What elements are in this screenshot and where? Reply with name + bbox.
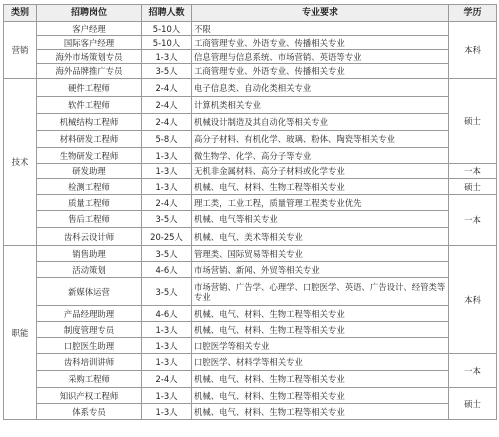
position-cell: 活动策划 <box>37 262 142 278</box>
education-cell: 硕士 <box>449 79 497 164</box>
major-cell: 电子信息类、自动化类相关专业 <box>192 79 449 97</box>
education-cell: 硕士 <box>449 388 497 420</box>
position-cell: 软件工程师 <box>37 97 142 114</box>
table-row <box>4 131 497 148</box>
table-row <box>4 114 497 131</box>
count-cell: 4-6人 <box>142 306 192 322</box>
table-row <box>4 404 497 420</box>
position-cell: 研发助理 <box>37 164 142 179</box>
position-cell: 售后工程师 <box>37 211 142 228</box>
major-cell: 机械设计制造及其自动化等相关专业 <box>192 114 449 131</box>
count-cell: 20-25人 <box>142 228 192 246</box>
table-row <box>4 164 497 179</box>
count-cell: 3-5人 <box>142 211 192 228</box>
major-cell: 机械、电气、材料、生物工程等相关专业 <box>192 404 449 420</box>
major-cell: 机械、电气、材料、生物工程等相关专业 <box>192 179 449 195</box>
major-cell: 无机非金属材料、高分子材料或化学专业 <box>192 164 449 179</box>
position-cell: 制度管理专员 <box>37 322 142 338</box>
education-cell: 硕士 <box>449 179 497 195</box>
position-cell: 齿科培训讲师 <box>37 354 142 371</box>
category-cell: 营销 <box>4 22 37 79</box>
major-cell: 计算机类相关专业 <box>192 97 449 114</box>
count-cell: 5-8人 <box>142 131 192 148</box>
count-cell: 4-6人 <box>142 262 192 278</box>
table-row <box>4 246 497 262</box>
table-row <box>4 79 497 97</box>
position-cell: 材料研发工程师 <box>37 131 142 148</box>
table-row <box>4 22 497 36</box>
category-cell: 职能 <box>4 246 37 420</box>
count-cell: 1-3人 <box>142 164 192 179</box>
education-cell: 一本 <box>449 164 497 179</box>
count-cell: 2-4人 <box>142 97 192 114</box>
table-body <box>4 22 497 420</box>
major-cell: 机械、电气、美术等相关专业 <box>192 228 449 246</box>
category-cell: 技术 <box>4 79 37 246</box>
count-cell: 1-3人 <box>142 404 192 420</box>
position-cell: 产品经理助理 <box>37 306 142 322</box>
table-row <box>4 371 497 388</box>
table-row <box>4 262 497 278</box>
count-cell: 3-5人 <box>142 278 192 306</box>
recruitment-table <box>3 4 497 420</box>
position-cell: 生物研发工程师 <box>37 148 142 164</box>
position-cell: 销售助理 <box>37 246 142 262</box>
table-row <box>4 64 497 79</box>
count-cell: 1-3人 <box>142 338 192 354</box>
major-cell: 机械、电气、材料、生物工程等相关专业 <box>192 371 449 388</box>
count-cell: 5-10人 <box>142 22 192 36</box>
count-cell: 1-3人 <box>142 322 192 338</box>
position-cell: 客户经理 <box>37 22 142 36</box>
position-cell: 质量工程师 <box>37 195 142 211</box>
header-category: 类别 <box>4 5 37 22</box>
table-row <box>4 179 497 195</box>
position-cell: 知识产权工程师 <box>37 388 142 404</box>
count-cell: 1-3人 <box>142 179 192 195</box>
major-cell: 高分子材料、有机化学、玻璃、粉体、陶瓷等相关专业 <box>192 131 449 148</box>
table-row <box>4 97 497 114</box>
table-row <box>4 36 497 50</box>
major-cell: 工商管理专业、外语专业、传播相关专业 <box>192 36 449 50</box>
position-cell: 硬件工程师 <box>37 79 142 97</box>
table-row <box>4 211 497 228</box>
table-row <box>4 228 497 246</box>
position-cell: 新媒体运营 <box>37 278 142 306</box>
position-cell: 口腔医生助理 <box>37 338 142 354</box>
count-cell: 2-4人 <box>142 195 192 211</box>
major-cell: 市场营销、广告学、心理学、口腔医学、英语、广告设计、经管类等专业 <box>192 278 449 306</box>
header-count: 招聘人数 <box>142 5 192 22</box>
major-cell: 口腔医学等相关专业 <box>192 338 449 354</box>
count-cell: 5-10人 <box>142 36 192 50</box>
position-cell: 机械结构工程师 <box>37 114 142 131</box>
major-cell: 口腔医学、材料学等相关专业 <box>192 354 449 371</box>
major-cell: 机械、电气等相关专业 <box>192 211 449 228</box>
table-row <box>4 388 497 404</box>
table-header-row <box>4 5 497 22</box>
position-cell: 海外品牌推广专员 <box>37 64 142 79</box>
major-cell: 机械、电气、材料、生物工程等相关专业 <box>192 306 449 322</box>
table-row <box>4 50 497 64</box>
position-cell: 采购工程师 <box>37 371 142 388</box>
header-position: 招聘岗位 <box>37 5 142 22</box>
education-cell: 本科 <box>449 246 497 354</box>
major-cell: 理工类，工业工程，质量管理工程类专业优先 <box>192 195 449 211</box>
education-cell: 本科 <box>449 22 497 79</box>
table-row <box>4 306 497 322</box>
count-cell: 1-3人 <box>142 50 192 64</box>
major-cell: 管理类、国际贸易等相关专业 <box>192 246 449 262</box>
count-cell: 2-4人 <box>142 79 192 97</box>
position-cell: 海外市场策划专员 <box>37 50 142 64</box>
count-cell: 3-5人 <box>142 64 192 79</box>
table-row <box>4 195 497 211</box>
major-cell: 微生物学、化学、高分子等专业 <box>192 148 449 164</box>
major-cell: 机械、电气、材料、生物工程等相关专业 <box>192 388 449 404</box>
count-cell: 2-4人 <box>142 371 192 388</box>
position-cell: 齿科云设计师 <box>37 228 142 246</box>
position-cell: 检测工程师 <box>37 179 142 195</box>
education-cell: 一本 <box>449 354 497 388</box>
count-cell: 1-3人 <box>142 354 192 371</box>
position-cell: 国际客户经理 <box>37 36 142 50</box>
header-major: 专业要求 <box>192 5 449 22</box>
table-row <box>4 322 497 338</box>
table-row <box>4 354 497 371</box>
table-row <box>4 148 497 164</box>
major-cell: 机械、电气、材料、生物工程等相关专业 <box>192 322 449 338</box>
table-row <box>4 338 497 354</box>
count-cell: 3-5人 <box>142 246 192 262</box>
count-cell: 1-3人 <box>142 388 192 404</box>
position-cell: 体系专员 <box>37 404 142 420</box>
education-cell: 一本 <box>449 195 497 246</box>
count-cell: 1-3人 <box>142 148 192 164</box>
header-education: 学历 <box>449 5 497 22</box>
count-cell: 2-4人 <box>142 114 192 131</box>
major-cell: 工商管理专业、外语专业、传播相关专业 <box>192 64 449 79</box>
major-cell: 不限 <box>192 22 449 36</box>
table-row <box>4 278 497 306</box>
major-cell: 信息管理与信息系统、市场营销、英语等专业 <box>192 50 449 64</box>
major-cell: 市场营销、新闻、外贸等相关专业 <box>192 262 449 278</box>
